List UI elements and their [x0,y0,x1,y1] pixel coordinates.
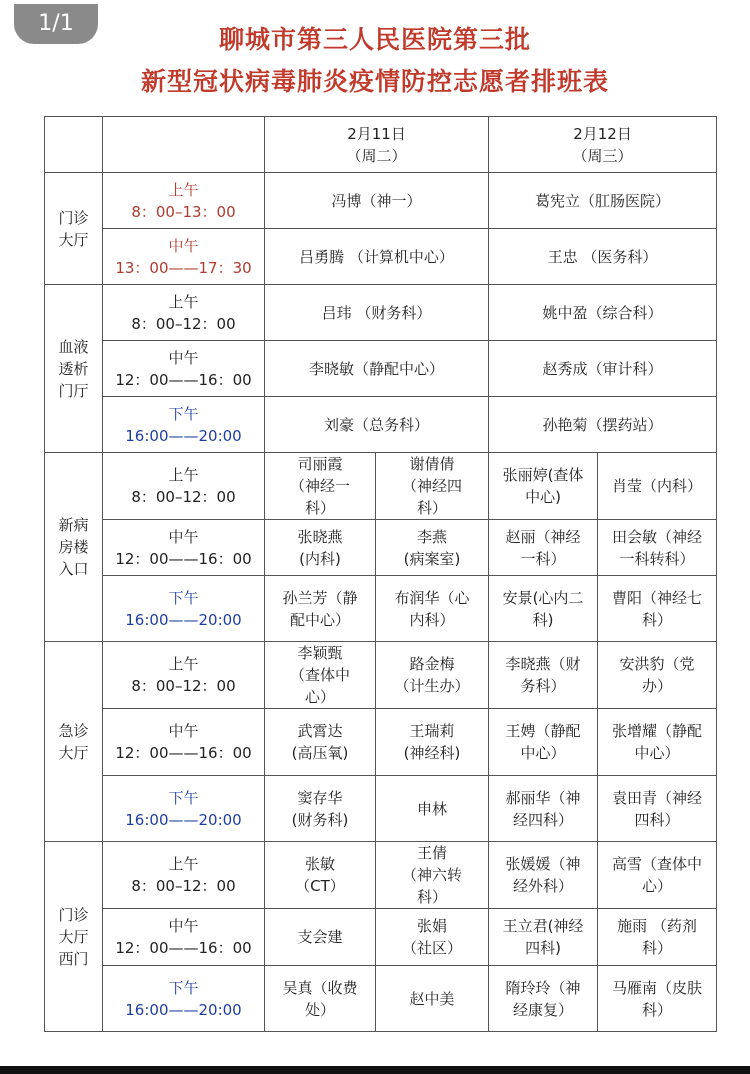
volunteer-cell [489,173,717,229]
volunteer-cell-text: 武霄达 (高压氧) [291,722,349,762]
volunteer-cell-text: 肖莹（内科） [612,477,703,495]
shift-label: 下午 [168,404,199,423]
volunteer-cell [489,397,717,453]
volunteer-cell [598,709,717,776]
volunteer-cell-text: 张敏 （CT） [295,855,345,895]
shift-label: 下午 [168,788,199,807]
volunteer-cell-text: 谢倩倩 （神经四 科） [402,455,463,517]
volunteer-cell [265,285,489,341]
location-cell-text: 门诊 大厅 [58,208,89,249]
shift-label: 上午 [168,655,199,673]
volunteer-cell-text: 张增耀（静配 中心） [612,722,703,762]
shift-time: 16:00——20:00 [125,810,242,829]
shift-time: 12：00——16：00 [115,744,252,762]
volunteer-cell [598,842,717,909]
shift-time: 8：00–12：00 [131,877,236,895]
volunteer-cell-text: 李晓燕（财 务科） [505,655,581,695]
volunteer-cell [376,909,489,966]
volunteer-cell [489,709,598,776]
volunteer-cell [598,966,717,1032]
page-counter: 1/1 [14,4,98,44]
volunteer-cell-text: 吴真（收费 处） [282,978,358,1019]
table-row [45,909,717,966]
volunteer-cell-text: 冯博（神一） [331,191,422,210]
volunteer-cell [489,642,598,709]
day1-date: 2月11日 [347,124,406,143]
volunteer-cell-text: 路金梅 （计生办） [394,655,470,695]
shift-label: 中午 [168,722,199,740]
volunteer-cell-text: 赵秀成（审计科） [542,359,663,378]
volunteer-cell-text: 王倩 （神六转 科） [402,844,463,906]
shift-time: 16:00——20:00 [125,1000,242,1019]
volunteer-cell [489,229,717,285]
table-row [45,397,717,453]
shift-cell [103,341,265,397]
volunteer-cell-text: 王娉（静配 中心） [505,722,581,762]
volunteer-cell [265,453,376,520]
volunteer-cell-text: 安景(心内二 科) [502,588,584,629]
shift-label: 中午 [168,236,199,255]
shift-cell [103,776,265,842]
volunteer-cell [265,397,489,453]
shift-time: 12：00——16：00 [115,370,252,389]
volunteer-cell-text: 李燕 (病案室) [403,527,461,568]
volunteer-cell [265,173,489,229]
volunteer-cell-text: 李晓敏（静配中心） [309,359,445,378]
table-row [45,229,717,285]
volunteer-cell [598,520,717,576]
volunteer-cell-text: 张丽婷(查体 中心) [502,466,584,506]
volunteer-cell-text: 袁田青（神经 四科） [612,788,703,829]
shift-time: 16:00——20:00 [125,610,242,629]
shift-cell [103,966,265,1032]
volunteer-cell [265,842,376,909]
volunteer-cell-text: 吕勇腾 （计算机中心） [299,247,454,266]
volunteer-cell-text: 布润华（心 内科） [394,588,470,629]
volunteer-cell-text: 王立君(神经 四科) [502,917,584,957]
volunteer-cell-text: 张晓燕 (内科) [297,527,343,568]
volunteer-cell [489,966,598,1032]
shift-cell [103,576,265,642]
shift-label: 上午 [168,466,199,484]
table-row [45,576,717,642]
shift-cell [103,842,265,909]
volunteer-cell [598,909,717,966]
volunteer-cell [376,642,489,709]
volunteer-cell [598,576,717,642]
table-row [45,341,717,397]
shift-time: 16:00——20:00 [125,426,242,445]
header-day2 [489,117,717,173]
volunteer-cell [489,776,598,842]
day1-weekday: （周二） [346,146,407,165]
document-title: 聊城市第三人民医院第三批 [218,25,531,54]
volunteer-cell [265,520,376,576]
volunteer-cell-text: 吕玮 （财务科） [321,303,432,322]
shift-time: 12：00——16：00 [115,549,252,568]
table-row [45,453,717,520]
shift-cell [103,453,265,520]
volunteer-cell-text: 郝丽华（神 经四科） [505,788,581,829]
shift-time: 13：00——17：30 [115,258,252,277]
volunteer-cell-text: 孙艳菊（摆药站） [542,415,663,434]
volunteer-cell [598,642,717,709]
table-row [45,520,717,576]
volunteer-cell [376,709,489,776]
header-row [45,117,717,173]
volunteer-cell-text: 葛宪立（肛肠医院） [535,191,671,210]
shift-cell [103,285,265,341]
volunteer-cell [489,285,717,341]
day2-weekday: （周三） [572,146,633,165]
shift-time: 12：00——16：00 [115,939,252,957]
header-shift-cell [103,117,265,173]
shift-time: 8：00–12：00 [131,677,236,695]
table-row [45,709,717,776]
shift-cell [103,909,265,966]
shift-cell [103,709,265,776]
volunteer-cell-text: 孙兰芳（静 配中心） [282,588,358,629]
volunteer-cell-text: 施雨 （药剂 科） [617,917,697,957]
shift-label: 上午 [168,180,199,199]
location-cell [45,173,103,285]
location-cell-text: 血液 透析 门厅 [58,337,89,400]
shift-label: 中午 [168,527,199,546]
volunteer-cell-text: 刘豪（总务科） [324,415,430,434]
shift-cell [103,173,265,229]
location-cell-text: 急诊 大厅 [58,721,89,762]
volunteer-cell-text: 隋玲玲（神 经康复） [505,978,581,1019]
volunteer-cell [489,842,598,909]
volunteer-cell-text: 王忠 （医务科） [547,247,658,266]
shift-label: 下午 [168,978,199,997]
volunteer-cell-text: 田会敏（神经 一科转科） [612,527,703,568]
document-subtitle: 新型冠状病毒肺炎疫情防控志愿者排班表 [140,67,609,96]
table-row [45,842,717,909]
table-row [45,642,717,709]
shift-label: 中午 [168,348,199,367]
volunteer-cell-text: 支会建 [297,928,343,946]
volunteer-cell-text: 张媛媛（神 经外科） [505,855,581,895]
header-location-cell [45,117,103,173]
volunteer-cell-text: 姚中盈（综合科） [542,303,663,322]
table-row [45,173,717,229]
volunteer-cell [265,709,376,776]
volunteer-cell [489,341,717,397]
volunteer-cell [376,776,489,842]
volunteer-cell [265,966,376,1032]
volunteer-cell [265,776,376,842]
location-cell-text: 门诊 大厅 西门 [58,905,89,968]
volunteer-cell-text: 赵中美 [409,989,455,1008]
volunteer-cell-text: 马雁南（皮肤 科） [612,978,703,1019]
day2-date: 2月12日 [573,124,632,143]
volunteer-cell [376,453,489,520]
volunteer-cell-text: 司丽霞 （神经一 科） [289,455,350,517]
roster-table [44,116,717,1032]
volunteer-cell [489,520,598,576]
volunteer-cell [265,576,376,642]
volunteer-cell [376,842,489,909]
volunteer-cell [265,341,489,397]
location-cell [45,642,103,842]
shift-time: 8：00–12：00 [131,488,236,506]
header-day1 [265,117,489,173]
shift-time: 8：00–13：00 [131,202,236,221]
location-cell [45,453,103,642]
volunteer-cell [265,642,376,709]
table-row [45,966,717,1032]
volunteer-cell [489,909,598,966]
shift-label: 上午 [168,855,199,873]
volunteer-cell [376,576,489,642]
volunteer-cell-text: 赵丽（神经 一科） [505,527,581,568]
volunteer-cell-text: 王瑞莉 (神经科) [403,722,461,762]
volunteer-cell [489,453,598,520]
volunteer-cell [265,909,376,966]
volunteer-cell-text: 张娟 （社区） [402,917,463,957]
shift-cell [103,397,265,453]
table-row [45,285,717,341]
volunteer-cell-text: 申林 [417,799,448,818]
volunteer-cell [265,229,489,285]
shift-cell [103,642,265,709]
shift-time: 8：00–12：00 [131,314,236,333]
location-cell [45,842,103,1032]
volunteer-cell [598,776,717,842]
location-cell-text: 新病 房楼 入口 [58,516,89,578]
volunteer-cell-text: 窦存华 (财务科) [291,788,349,829]
shift-cell [103,520,265,576]
volunteer-cell [376,966,489,1032]
volunteer-cell [376,520,489,576]
volunteer-cell-text: 曹阳（神经七 科） [612,588,703,629]
table-row [45,776,717,842]
volunteer-cell [598,453,717,520]
volunteer-cell-text: 高雪（查体中 心） [612,855,703,895]
shift-label: 中午 [168,917,199,935]
volunteer-cell [489,576,598,642]
shift-label: 下午 [168,588,199,607]
shift-label: 上午 [168,292,199,311]
shift-cell [103,229,265,285]
bottom-bar [0,1066,750,1074]
volunteer-cell-text: 安洪豹（党 办） [619,655,695,695]
location-cell [45,285,103,453]
volunteer-cell-text: 李颖甄 （查体中 心） [289,644,350,706]
